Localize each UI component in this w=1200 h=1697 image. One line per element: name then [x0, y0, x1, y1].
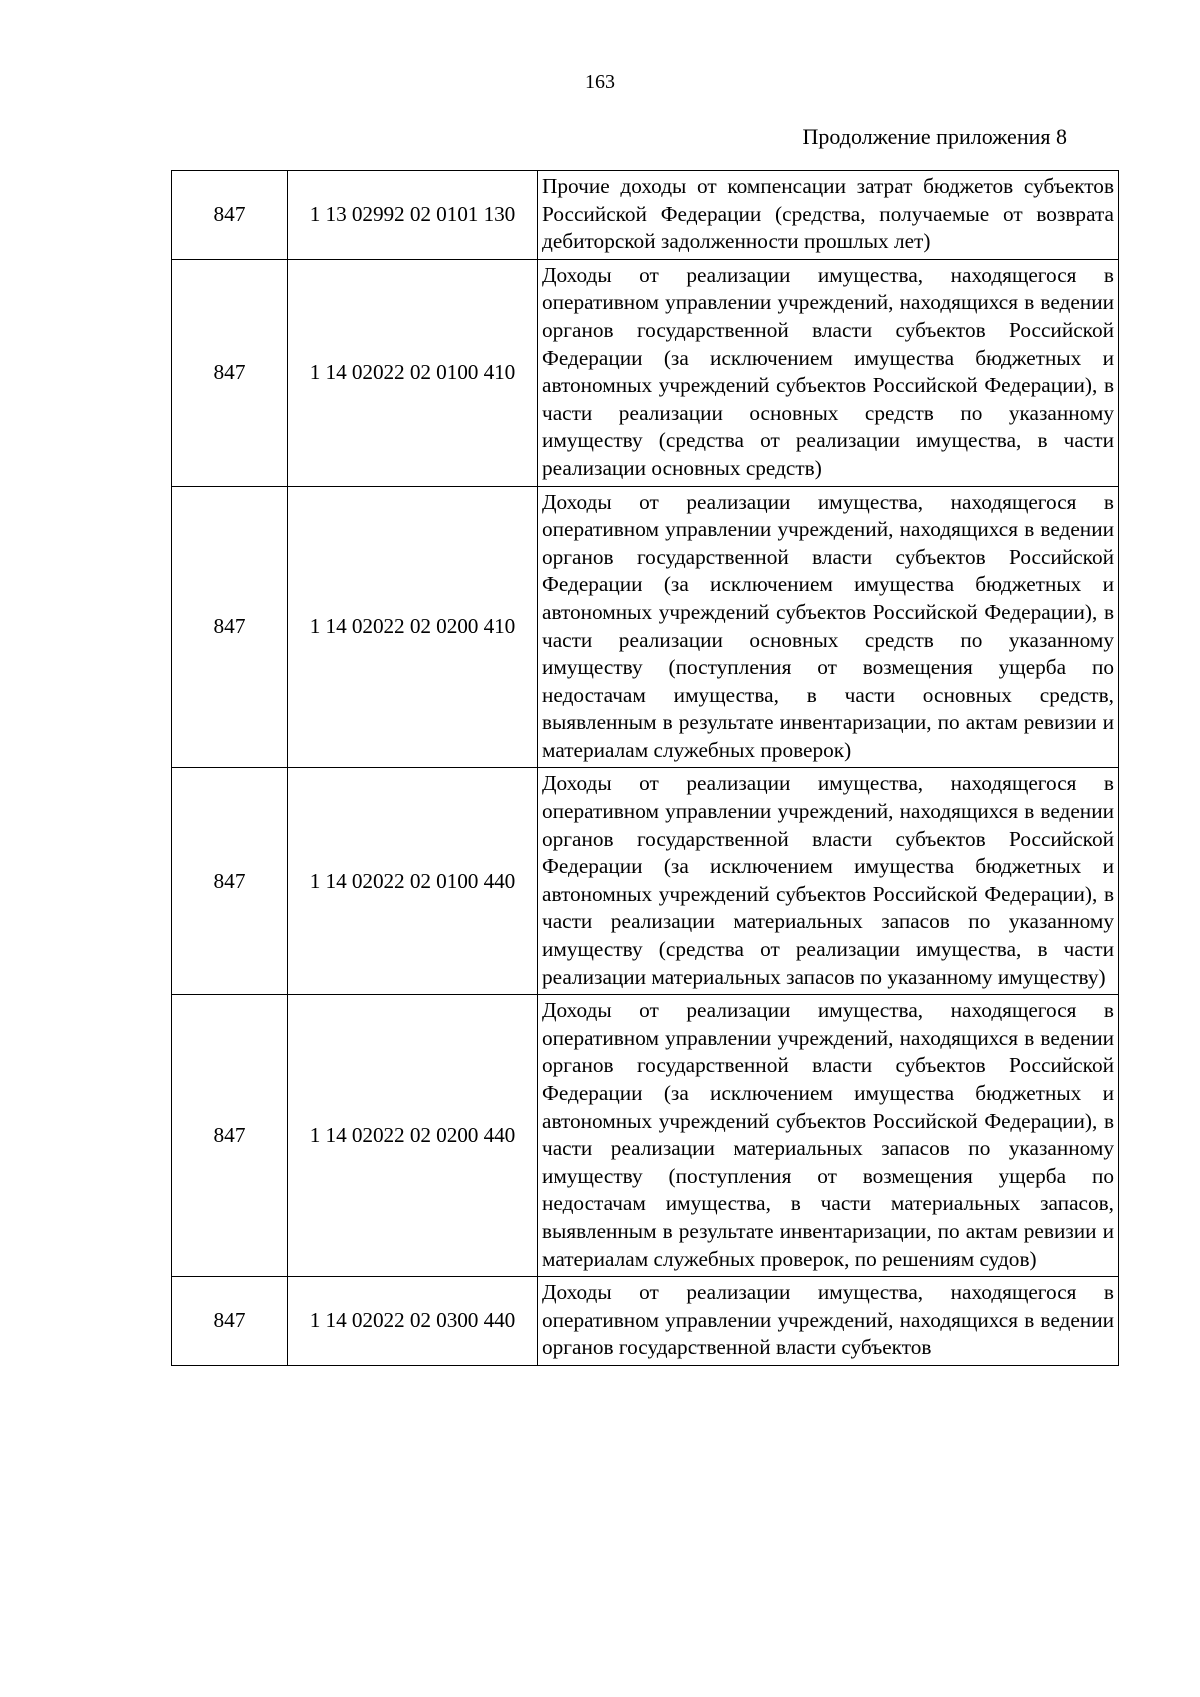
revenue-description-cell: Доходы от реализации имущества, находящегося в оперативном управлении учреждений, находящихся в ведении органов государственной власти субъектов Российской Федерации (за исключением имущества бюджетных и автономных учреждений субъектов Российской Федерации), в части реализации основных средств по указанному имуществу (средства от реализации имущества, в части реализации основных средств) [538, 259, 1119, 486]
table-row [172, 995, 1119, 1277]
budget-classification-code-cell: 1 14 02022 02 0100 410 [288, 259, 538, 486]
table-row [172, 486, 1119, 768]
admin-code-cell: 847 [172, 259, 288, 486]
admin-code-cell: 847 [172, 486, 288, 768]
admin-code-cell: 847 [172, 171, 288, 260]
revenue-codes-table [171, 170, 1119, 1366]
budget-classification-code-cell: 1 14 02022 02 0200 440 [288, 995, 538, 1277]
budget-classification-code-cell: 1 13 02992 02 0101 130 [288, 171, 538, 260]
revenue-description-cell: Доходы от реализации имущества, находящегося в оперативном управлении учреждений, находящихся в ведении органов государственной власти субъектов Российской Федерации (за исключением имущества бюджетных и автономных учреждений субъектов Российской Федерации), в части реализации материальных запасов по указанному имуществу (поступления от возмещения ущерба по недостачам имущества, в части материальных запасов, выявленным в результате инвентаризации, по актам ревизии и материалам служебных проверок, по решениям судов) [538, 995, 1119, 1277]
page-number: 163 [585, 71, 615, 93]
table-row [172, 171, 1119, 260]
table-row [172, 768, 1119, 995]
revenue-description-cell: Доходы от реализации имущества, находящегося в оперативном управлении учреждений, находящихся в ведении органов государственной власти субъектов Российской Федерации (за исключением имущества бюджетных и автономных учреждений субъектов Российской Федерации), в части реализации основных средств по указанному имуществу (поступления от возмещения ущерба по недостачам имущества, в части основных средств, выявленным в результате инвентаризации, по актам ревизии и материалам служебных проверок) [538, 486, 1119, 768]
revenue-description-cell: Доходы от реализации имущества, находящегося в оперативном управлении учреждений, находящихся в ведении органов государственной власти субъектов [538, 1277, 1119, 1366]
appendix-continuation-label: Продолжение приложения 8 [802, 124, 1067, 149]
table-row [172, 1277, 1119, 1366]
admin-code-cell: 847 [172, 768, 288, 995]
admin-code-cell: 847 [172, 995, 288, 1277]
table-row [172, 259, 1119, 486]
budget-classification-code-cell: 1 14 02022 02 0200 410 [288, 486, 538, 768]
revenue-description-cell: Доходы от реализации имущества, находящегося в оперативном управлении учреждений, находящихся в ведении органов государственной власти субъектов Российской Федерации (за исключением имущества бюджетных и автономных учреждений субъектов Российской Федерации), в части реализации материальных запасов по указанному имуществу (средства от реализации имущества, в части реализации материальных запасов по указанному имуществу) [538, 768, 1119, 995]
revenue-description-cell: Прочие доходы от компенсации затрат бюджетов субъектов Российской Федерации (средства, получаемые от возврата дебиторской задолженности прошлых лет) [538, 171, 1119, 260]
admin-code-cell: 847 [172, 1277, 288, 1366]
budget-classification-code-cell: 1 14 02022 02 0100 440 [288, 768, 538, 995]
budget-classification-code-cell: 1 14 02022 02 0300 440 [288, 1277, 538, 1366]
